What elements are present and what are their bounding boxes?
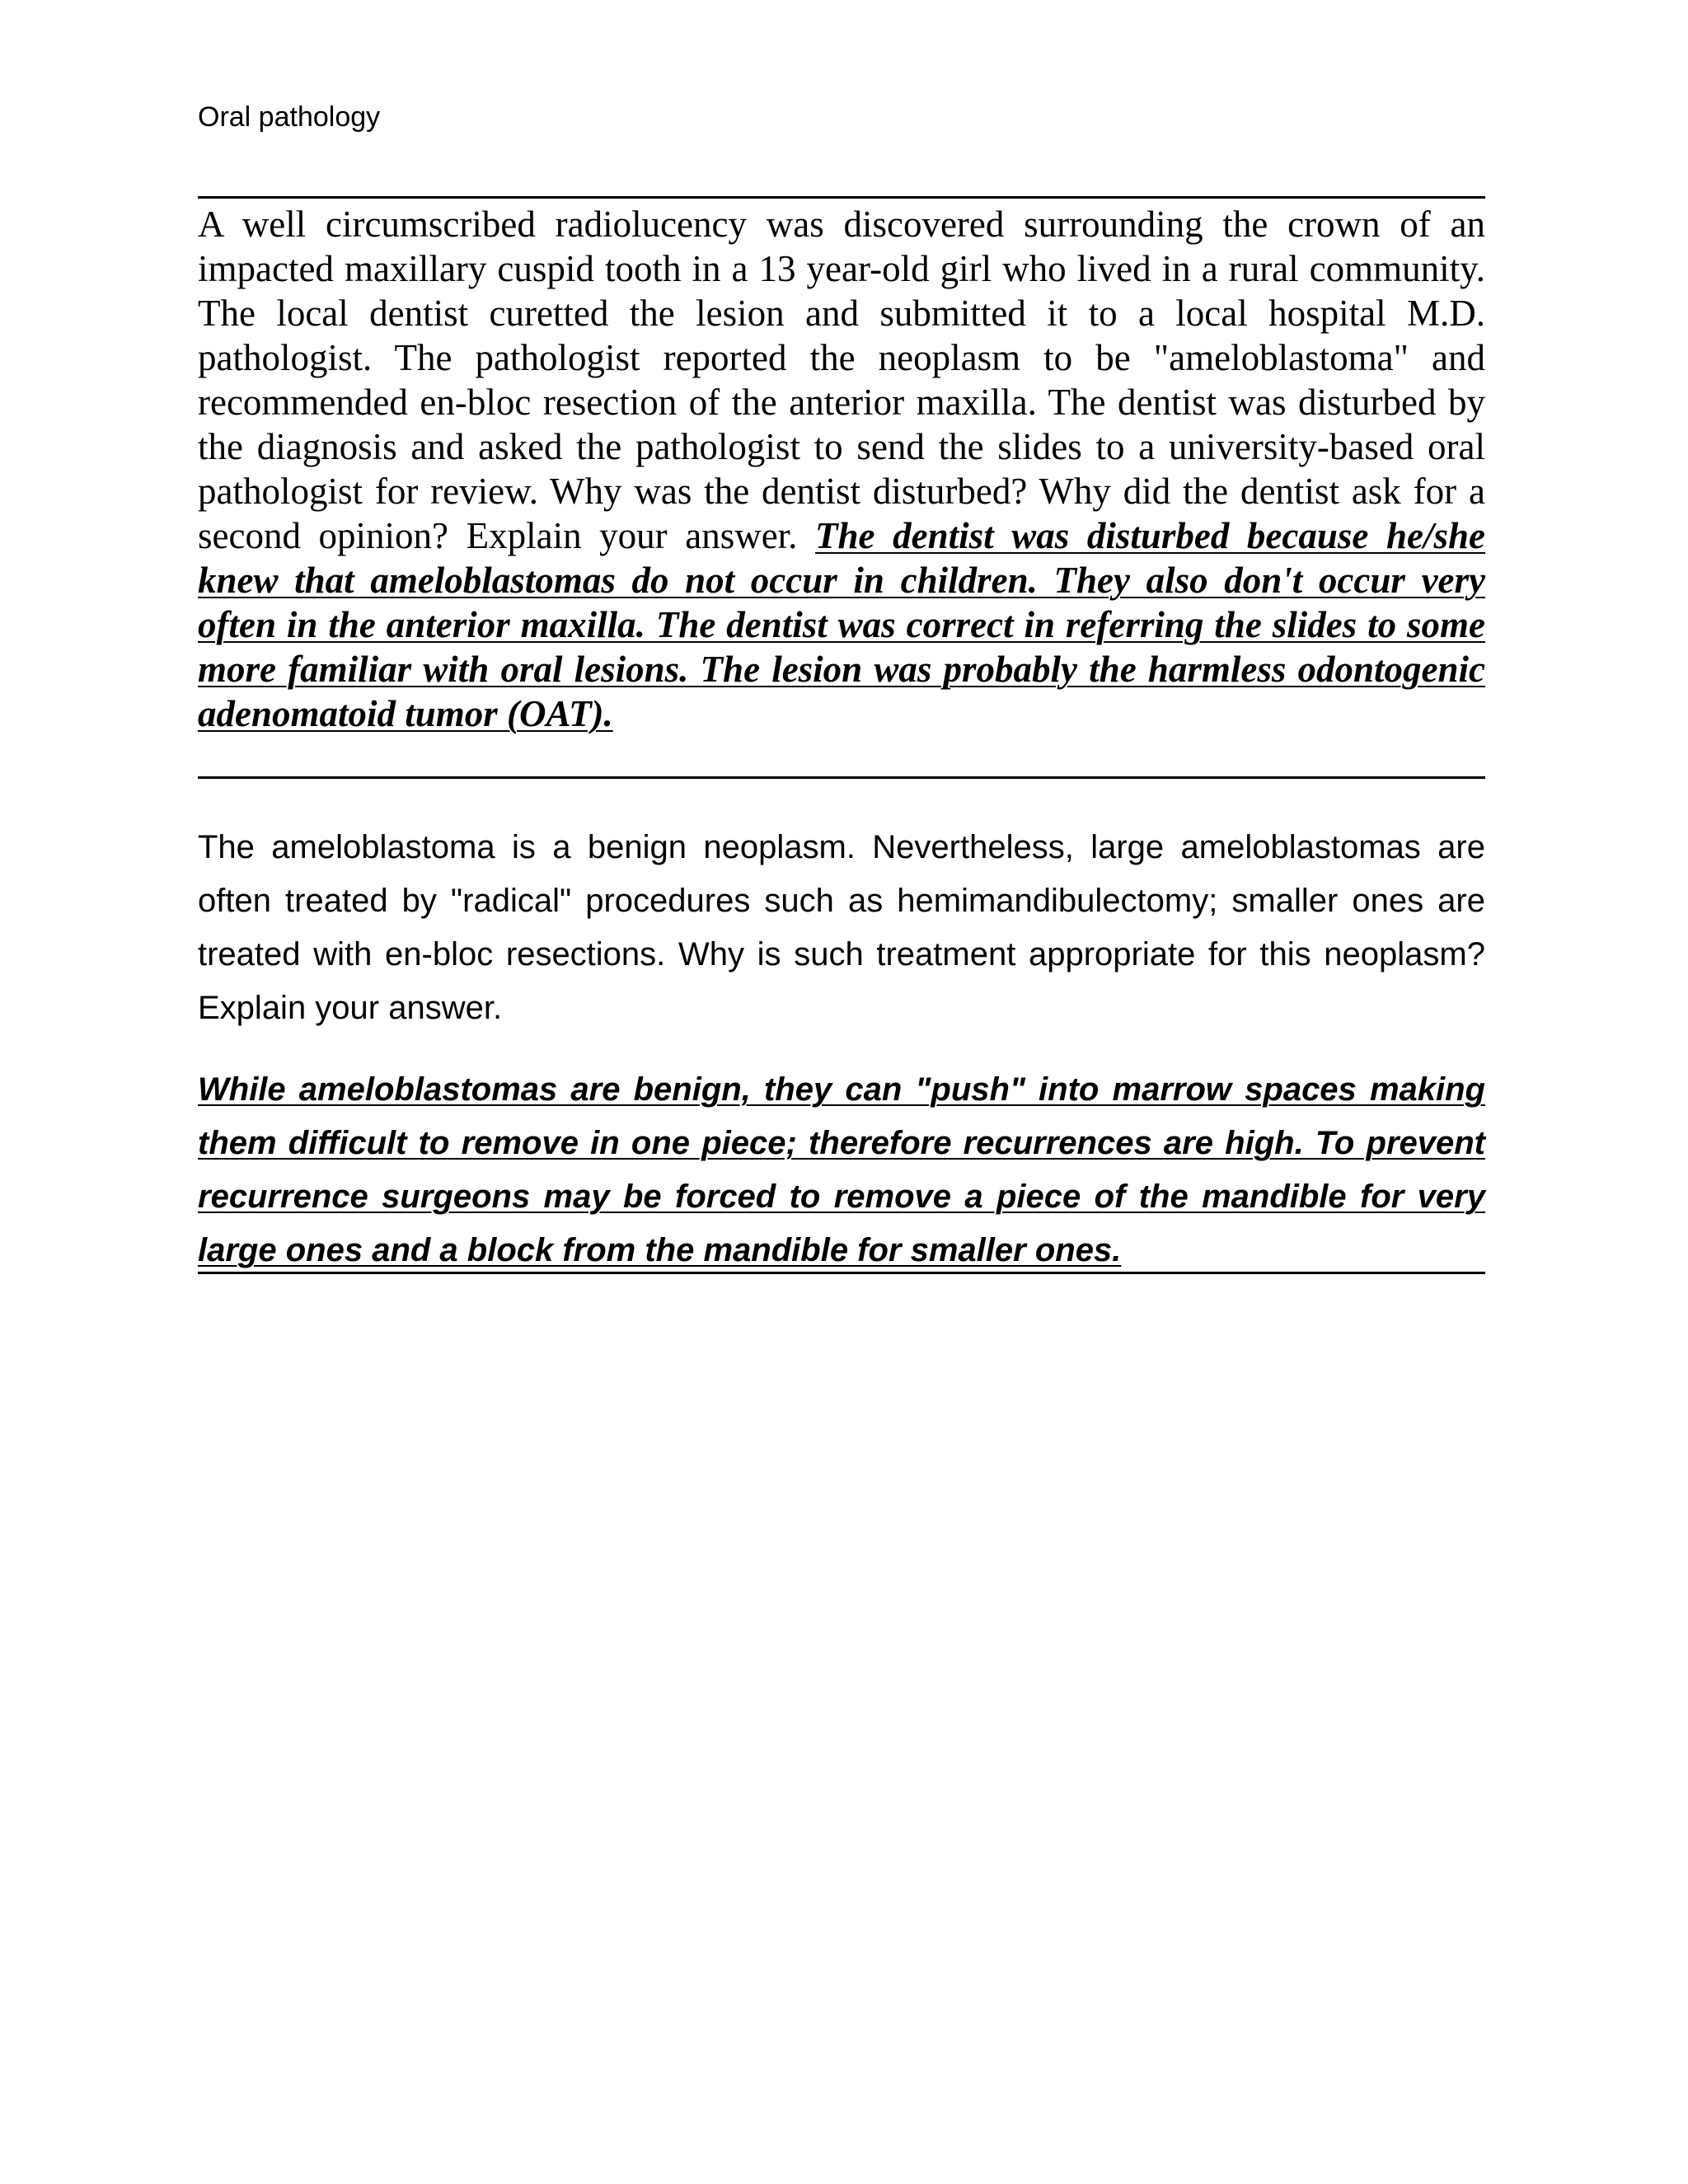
answer-2-text: While ameloblastomas are benign, they can "push" into marrow spaces making them difficult to remove in one piece; therefore recurrences are high. To prevent recurrence surgeons may be forced to remove a piece of the mandible for very large ones and a block from the mandible for smaller ones. [198, 1071, 1485, 1268]
page-header: Oral pathology [198, 101, 381, 133]
question-2-text: The ameloblastoma is a benign neoplasm. Nevertheless, large ameloblastomas are often treated by "radical" procedures such as hemimandibulectomy; smaller ones are treated with en-bloc resections. Why is such treatment appropriate for this neoplasm? Explain your answer. [198, 829, 1485, 1026]
answer-1-text: The dentist was disturbed because he/she knew that ameloblastomas do not occur in children. They also don't occur very often in the anterior maxilla. The dentist was correct in referring the slides to some more familiar with oral lesions. The lesion was probably the harmless odontogenic adenomatoid tumor (OAT). [198, 515, 1485, 734]
question-1-text: A well circumscribed radiolucency was discovered surrounding the crown of an impacted maxillary cuspid tooth in a 13 year-old girl who lived in a rural community. The local dentist curetted the lesion and submitted it to a local hospital M.D. pathologist. The pathologist reported the neoplasm to be "ameloblastoma" and recommended en-bloc resection of the anterior maxilla. The dentist was disturbed by the diagnosis and asked the pathologist to send the slides to a university-based oral pathologist for review. Why was the dentist disturbed? Why did the dentist ask for a second opinion? Explain your answer. [198, 204, 1485, 556]
top-divider [198, 196, 1485, 199]
answer-1-divider [198, 776, 1485, 779]
answer-2-divider [198, 1272, 1485, 1274]
question-1-block [198, 202, 1485, 736]
